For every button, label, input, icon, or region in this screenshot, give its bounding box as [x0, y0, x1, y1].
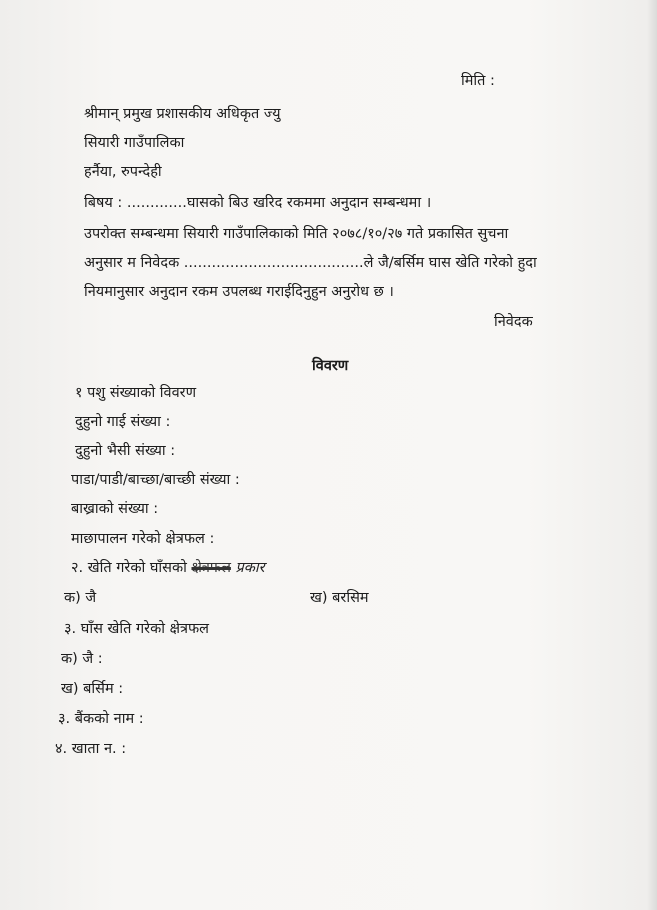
date-label: मिति :: [461, 73, 495, 89]
fish-area-field: माछापालन गरेको क्षेत्रफल :: [71, 531, 215, 547]
details-heading: विवरण: [312, 358, 349, 374]
account-number-field: ४. खाता न. :: [55, 741, 127, 757]
struck-word: क्षेत्रफल: [191, 560, 231, 576]
cow-count-field: दुहुनो गाई संख्या :: [75, 414, 171, 430]
bank-name-field: ३. बैंकको नाम :: [58, 711, 144, 727]
recipient-address: हर्नैया, रुपन्देही: [84, 164, 162, 180]
section2-heading: [71, 558, 265, 578]
body-line-1: उपरोक्त सम्बन्धमा सियारी गाउँपालिकाको मिति २०७८/१०/२७ गते प्रकासित सुचना: [84, 226, 509, 242]
section3-heading: ३. घाँस खेति गरेको क्षेत्रफल: [64, 621, 209, 637]
grass-option-oat: क) जै: [64, 590, 97, 606]
section2-heading-text: २. खेति गरेको घाँसको: [71, 560, 187, 576]
body-line-2: अनुसार म निवेदक .......................................ले जै/बर्सिम घास खेति गरेको हुदा: [84, 255, 537, 271]
subject-line: बिषय : .............घासको बिउ खरिद रकममा अनुदान सम्बन्धमा ।: [84, 195, 432, 211]
applicant-label: निवेदक: [494, 314, 533, 330]
buffalo-count-field: दुहुनो भैसी संख्या :: [75, 443, 176, 459]
grass-option-berseem: ख) बरसिम: [310, 590, 369, 606]
recipient-title: श्रीमान् प्रमुख प्रशासकीय अधिकृत ज्यु: [84, 106, 281, 122]
goat-count-field: बाख्राको संख्या :: [71, 501, 159, 517]
oat-area-field: क) जै :: [61, 651, 103, 667]
berseem-area-field: ख) बर्सिम :: [61, 681, 124, 697]
section1-heading: १ पशु संख्याको विवरण: [75, 385, 197, 401]
page-edge-shadow: [647, 0, 657, 910]
handwritten-word: प्रकार: [235, 560, 265, 576]
calf-count-field: पाडा/पाडी/बाच्छा/बाच्छी संख्या :: [71, 472, 240, 488]
body-line-3: नियमानुसार अनुदान रकम उपलब्ध गराईदिनुहुन अनुरोध छ ।: [84, 284, 394, 300]
recipient-office: सियारी गाउँपालिका: [84, 135, 185, 151]
